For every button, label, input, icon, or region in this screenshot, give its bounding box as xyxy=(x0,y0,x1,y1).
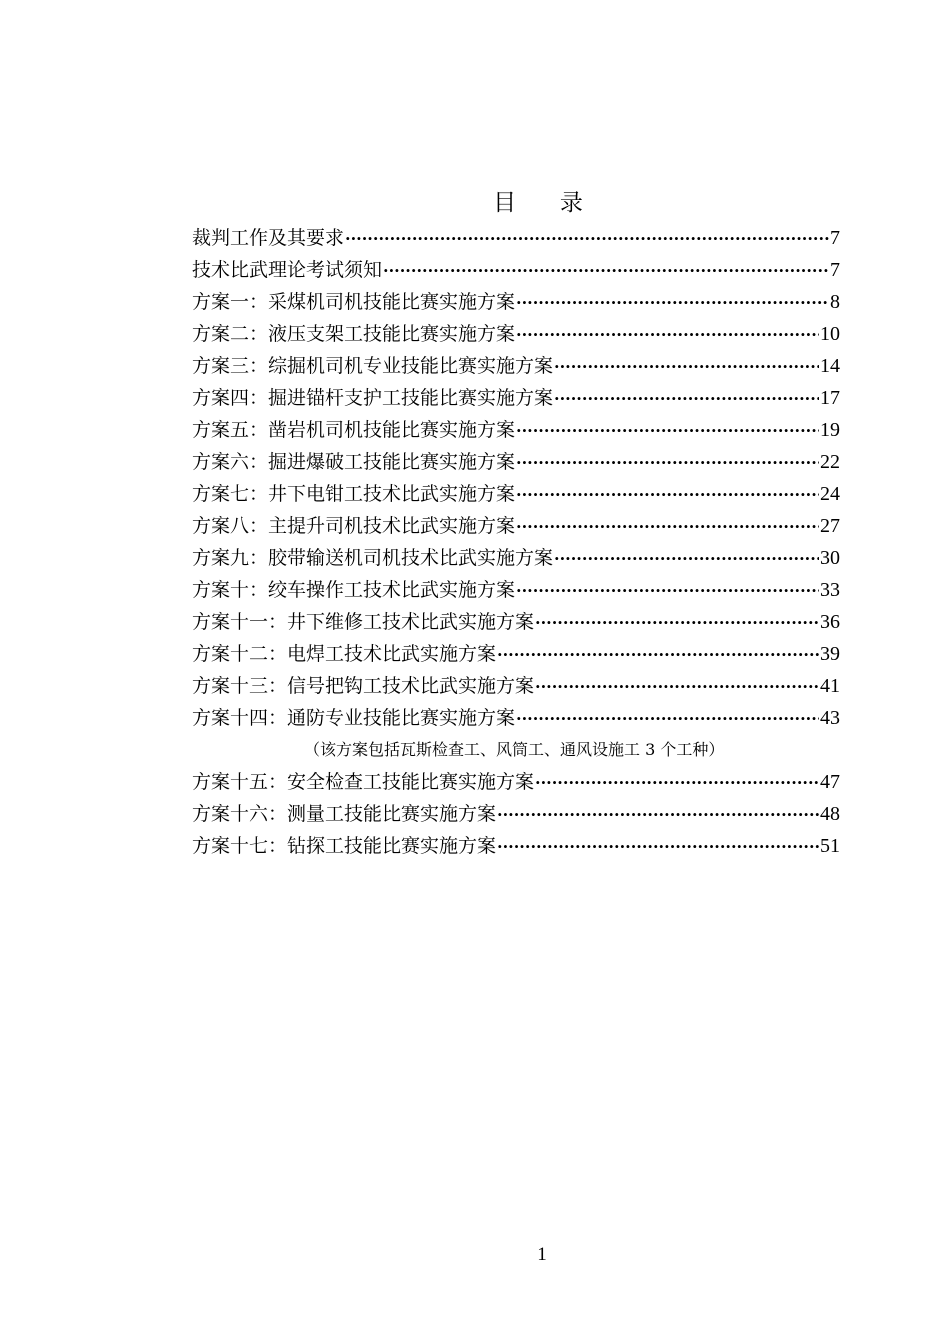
toc-entry[interactable] xyxy=(192,702,840,734)
toc-entry-label: 方案十一：井下维修工技术比武实施方案 xyxy=(192,611,535,633)
toc-entry-label: 方案十四：通防专业技能比赛实施方案 xyxy=(192,707,516,729)
toc-entry-label: 方案七：井下电钳工技术比武实施方案 xyxy=(192,483,516,505)
toc-entry-label: 方案九：胶带输送机司机技术比武实施方案 xyxy=(192,547,554,569)
toc-leader-dots xyxy=(516,479,819,511)
toc-entry-label: 方案十六：测量工技能比赛实施方案 xyxy=(192,803,497,825)
toc-entry-label: 方案五：凿岩机司机技能比赛实施方案 xyxy=(192,419,516,441)
toc-entry[interactable] xyxy=(192,446,840,478)
toc-entry-page: 24 xyxy=(820,483,840,505)
toc-entry[interactable] xyxy=(192,542,840,574)
toc-leader-dots xyxy=(497,831,819,863)
toc-entry[interactable] xyxy=(192,510,840,542)
toc-entry-label: 方案四：掘进锚杆支护工技能比赛实施方案 xyxy=(192,387,554,409)
toc-entry-page: 7 xyxy=(830,259,840,281)
toc-leader-dots xyxy=(535,607,819,639)
toc-entry-label: 技术比武理论考试须知 xyxy=(192,259,383,281)
toc-leader-dots xyxy=(516,415,819,447)
toc-entry[interactable] xyxy=(192,766,840,798)
toc-entry-page: 47 xyxy=(820,771,840,793)
toc-entry-page: 39 xyxy=(820,643,840,665)
toc-entry[interactable] xyxy=(192,318,840,350)
toc-entry[interactable] xyxy=(192,350,840,382)
toc-leader-dots xyxy=(516,319,819,351)
toc-entry-page: 41 xyxy=(820,675,840,697)
toc-entry[interactable] xyxy=(192,222,840,254)
toc-leader-dots xyxy=(497,639,819,671)
toc-leader-dots xyxy=(516,703,819,735)
toc-entry-label: 方案六：掘进爆破工技能比赛实施方案 xyxy=(192,451,516,473)
toc-entry-label: 方案三：综掘机司机专业技能比赛实施方案 xyxy=(192,355,554,377)
toc-leader-dots xyxy=(497,799,819,831)
toc-entry[interactable] xyxy=(192,286,840,318)
toc-leader-dots xyxy=(345,223,829,255)
toc-leader-dots xyxy=(383,255,829,287)
toc-entry-label: 方案十：绞车操作工技术比武实施方案 xyxy=(192,579,516,601)
toc-entry-page: 33 xyxy=(820,579,840,601)
toc-entry-page: 19 xyxy=(820,419,840,441)
toc-entry[interactable] xyxy=(192,830,840,862)
toc-entry-note: （该方案包括瓦斯检查工、风筒工、通风设施工 3 个工种） xyxy=(304,740,725,759)
toc-leader-dots xyxy=(516,575,819,607)
toc-entry-label: 方案十二：电焊工技术比武实施方案 xyxy=(192,643,497,665)
toc-entry-page: 10 xyxy=(820,323,840,345)
toc-entry[interactable] xyxy=(192,382,840,414)
toc-leader-dots xyxy=(516,511,819,543)
toc-entry[interactable] xyxy=(192,798,840,830)
toc-entry-label: 方案十五：安全检查工技能比赛实施方案 xyxy=(192,771,535,793)
toc-leader-dots xyxy=(516,287,829,319)
table-of-contents xyxy=(192,222,840,862)
toc-leader-dots xyxy=(554,543,819,575)
toc-entry-page: 30 xyxy=(820,547,840,569)
toc-entry-label: 方案二：液压支架工技能比赛实施方案 xyxy=(192,323,516,345)
toc-leader-dots xyxy=(554,383,819,415)
toc-entry-page: 8 xyxy=(830,291,840,313)
toc-entry[interactable] xyxy=(192,414,840,446)
toc-entry-page: 7 xyxy=(830,227,840,249)
toc-entry-page: 17 xyxy=(820,387,840,409)
toc-leader-dots xyxy=(535,767,819,799)
toc-entry-page: 22 xyxy=(820,451,840,473)
toc-entry-label: 方案十三：信号把钩工技术比武实施方案 xyxy=(192,675,535,697)
toc-entry-page: 48 xyxy=(820,803,840,825)
toc-entry[interactable] xyxy=(192,478,840,510)
toc-entry-page: 27 xyxy=(820,515,840,537)
toc-entry-label: 方案八：主提升司机技术比武实施方案 xyxy=(192,515,516,537)
toc-entry-page: 14 xyxy=(820,355,840,377)
toc-entry-page: 43 xyxy=(820,707,840,729)
toc-leader-dots xyxy=(535,671,819,703)
page-number: 1 xyxy=(537,1244,547,1265)
toc-entry-label: 裁判工作及其要求 xyxy=(192,227,345,249)
page-title: 目 录 xyxy=(493,190,583,216)
toc-leader-dots xyxy=(554,351,819,383)
toc-entry-label: 方案一：采煤机司机技能比赛实施方案 xyxy=(192,291,516,313)
toc-entry[interactable] xyxy=(192,254,840,286)
toc-entry[interactable] xyxy=(192,606,840,638)
toc-entry-page: 51 xyxy=(820,835,840,857)
toc-leader-dots xyxy=(516,447,819,479)
toc-entry[interactable] xyxy=(192,638,840,670)
toc-entry-label: 方案十七：钻探工技能比赛实施方案 xyxy=(192,835,497,857)
toc-entry[interactable] xyxy=(192,670,840,702)
toc-entry-page: 36 xyxy=(820,611,840,633)
toc-entry[interactable] xyxy=(192,574,840,606)
